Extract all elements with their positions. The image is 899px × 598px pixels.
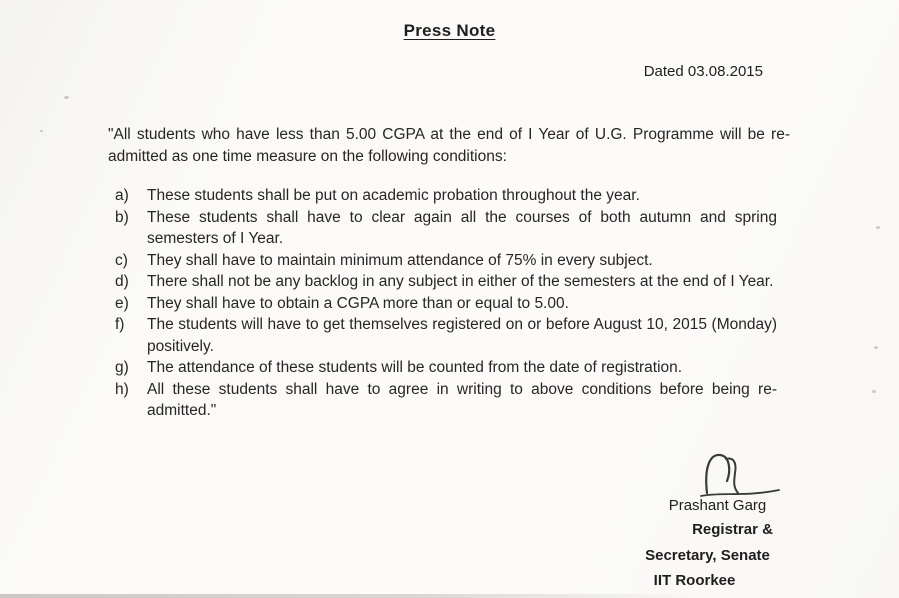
list-item-label: g): [115, 359, 129, 376]
scan-artifact: [874, 346, 878, 349]
list-item-label: b): [115, 208, 129, 226]
list-item: [115, 271, 777, 293]
list-item-text: These students shall have to clear again all the courses of both autumn and spring semesters of I Year.: [147, 208, 777, 247]
handwritten-signature: [697, 449, 783, 499]
list-item-text: They shall have to maintain minimum attendance of 75% in every subject.: [147, 251, 653, 269]
list-item-text: The students will have to get themselves registered on or before August 10, 2015 (Monday) positively.: [147, 316, 777, 355]
list-item: [115, 293, 777, 315]
list-item-label: c): [115, 251, 128, 269]
list-item: [115, 314, 777, 357]
list-item-text: These students shall be put on academic probation throughout the year.: [147, 187, 640, 204]
list-item-label: e): [115, 294, 129, 312]
intro-paragraph: "All students who have less than 5.00 CGPA at the end of I Year of U.G. Programme will be re-admitted as one time measure on the following conditions:: [108, 126, 790, 165]
scan-artifact: [64, 96, 69, 99]
list-item: [115, 250, 777, 272]
list-item: [115, 207, 777, 250]
scan-artifact: [872, 390, 876, 393]
document-title: Press Note: [403, 21, 496, 40]
list-item-text: They shall have to obtain a CGPA more than or equal to 5.00.: [147, 294, 569, 312]
scanner-edge-shadow: [0, 594, 701, 598]
list-item-text: There shall not be any backlog in any subject in either of the semesters at the end of I Year.: [147, 273, 774, 290]
signatory-title-registrar: Registrar &: [692, 521, 773, 538]
signatory-organization: IIT Roorkee: [653, 572, 736, 589]
list-item: [115, 379, 777, 422]
list-item-text: All these students shall have to agree in writing to above conditions before being re-admitted.": [147, 380, 777, 419]
list-item-label: a): [115, 187, 129, 204]
scan-artifact: [40, 130, 43, 132]
list-item-label: h): [115, 380, 129, 398]
list-item-label: d): [115, 273, 129, 290]
list-item-text: The attendance of these students will be counted from the date of registration.: [147, 359, 683, 376]
list-item: [115, 185, 777, 207]
signatory-title-secretary: Secretary, Senate: [645, 547, 770, 564]
list-item-label: f): [115, 316, 125, 333]
signatory-name: Prashant Garg: [668, 497, 767, 514]
scan-artifact: [876, 226, 880, 229]
list-item: [115, 357, 777, 379]
conditions-list: [115, 185, 777, 422]
document-date: Dated 03.08.2015: [643, 63, 763, 80]
